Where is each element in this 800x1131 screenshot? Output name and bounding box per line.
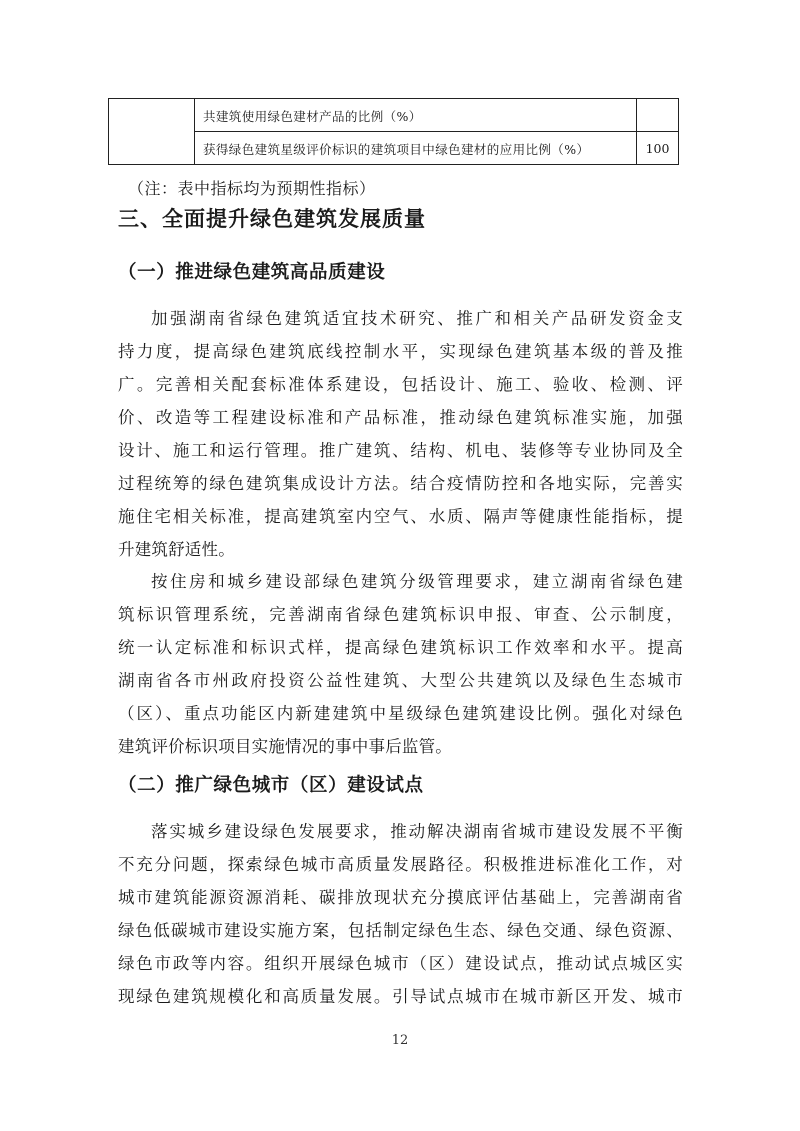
paragraph-line: 不充分问题，探索绿色城市高质量发展路径。积极推进标准化工作，对 <box>118 855 683 874</box>
paragraph-3 <box>118 815 683 1013</box>
paragraph-line: 绿色低碳城市建设实施方案，包括制定绿色生态、绿色交通、绿色资源、 <box>118 921 683 940</box>
paragraph-line: 按住房和城乡建设部绿色建筑分级管理要求，建立湖南省绿色建 <box>151 572 683 591</box>
indicator-table <box>108 98 679 165</box>
paragraph-line: 升建筑舒适性。 <box>118 540 235 559</box>
paragraph-line: 统一认定标准和标识式样，提高绿色建筑标识工作效率和水平。提高 <box>118 638 683 657</box>
paragraph-2 <box>118 565 683 763</box>
paragraph-line: 绿色市政等内容。组织开展绿色城市（区）建设试点，推动试点城区实 <box>118 954 683 973</box>
table-row <box>195 132 678 165</box>
table-row-label: 获得绿色建筑星级评价标识的建筑项目中绿色建材的应用比例（%） <box>203 142 590 157</box>
paragraph-line: 广。完善相关配套标准体系建设，包括设计、施工、验收、检测、评 <box>118 375 683 394</box>
section-heading: 三、全面提升绿色建筑发展质量 <box>118 207 426 231</box>
table-row-value: 100 <box>636 132 678 165</box>
subsection-heading-2: （二）推广绿色城市（区）建设试点 <box>118 775 424 796</box>
paragraph-line: 落实城乡建设绿色发展要求，推动解决湖南省城市建设发展不平衡 <box>151 822 683 841</box>
table-note: （注：表中指标均为预期性指标） <box>128 179 376 198</box>
paragraph-line: （区）、重点功能区内新建建筑中星级绿色建筑建设比例。强化对绿色 <box>118 704 683 723</box>
paragraph-line: 过程统筹的绿色建筑集成设计方法。结合疫情防控和各地实际，完善实 <box>118 474 683 493</box>
paragraph-line: 城市建筑能源资源消耗、碳排放现状充分摸底评估基础上，完善湖南省 <box>118 888 683 907</box>
table-category-cell <box>109 99 195 164</box>
paragraph-line: 筑标识管理系统，完善湖南省绿色建筑标识申报、审查、公示制度， <box>118 605 683 624</box>
page-number: 12 <box>391 1033 409 1048</box>
paragraph-1 <box>118 302 683 566</box>
table-row-value <box>636 99 678 131</box>
paragraph-line: 设计、施工和运行管理。推广建筑、结构、机电、装修等专业协同及全 <box>118 441 683 460</box>
paragraph-line: 价、改造等工程建设标准和产品标准，推动绿色建筑标准实施，加强 <box>118 408 683 427</box>
paragraph-line: 施住宅相关标准，提高建筑室内空气、水质、隔声等健康性能指标，提 <box>118 507 683 526</box>
paragraph-line: 持力度，提高绿色建筑底线控制水平，实现绿色建筑基本级的普及推 <box>118 342 683 361</box>
subsection-heading-1: （一）推进绿色建筑高品质建设 <box>118 262 386 283</box>
paragraph-line: 现绿色建筑规模化和高质量发展。引导试点城市在城市新区开发、城市 <box>118 987 683 1006</box>
table-row-label: 共建筑使用绿色建材产品的比例（%） <box>203 109 422 124</box>
table-row <box>195 99 678 132</box>
paragraph-line: 加强湖南省绿色建筑适宜技术研究、推广和相关产品研发资金支 <box>151 309 683 328</box>
paragraph-line: 湖南省各市州政府投资公益性建筑、大型公共建筑以及绿色生态城市 <box>118 671 683 690</box>
paragraph-line: 建筑评价标识项目实施情况的事中事后监管。 <box>118 737 452 756</box>
